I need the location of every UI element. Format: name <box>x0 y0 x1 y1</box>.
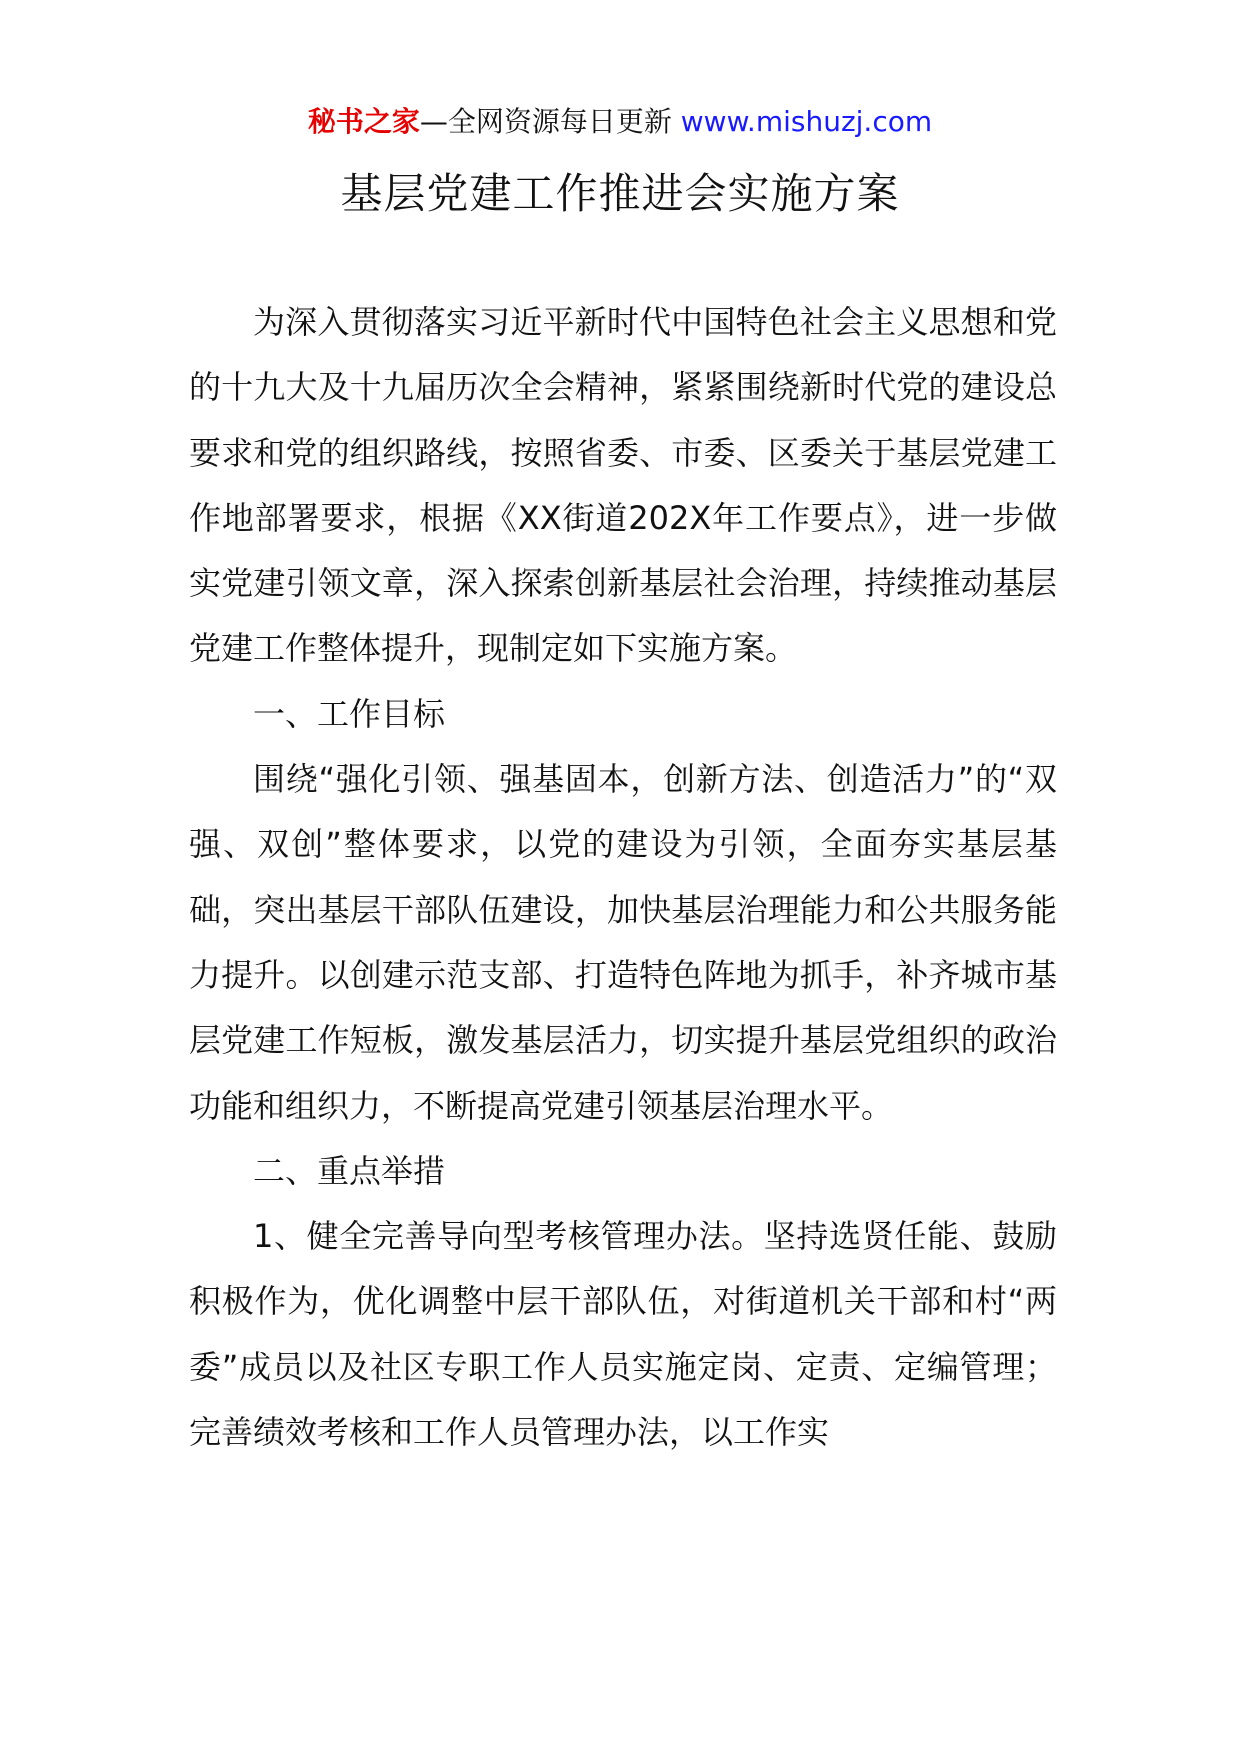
measure-1-paragraph: 1、健全完善导向型考核管理办法。坚持选贤任能、鼓励积极作为，优化调整中层干部队伍，对街道机关干部和村“两委”成员以及社区专职工作人员实施定岗、定责、定编管理；完善绩效考核和工作人员管理办法，以工作实 <box>189 1217 1057 1452</box>
header-tagline: —全网资源每日更新 <box>419 105 681 138</box>
section-heading-goals: 一、工作目标 <box>253 694 446 733</box>
goals-paragraph: 围绕“强化引领、强基固本，创新方法、创造活力”的“双强、双创”整体要求，以党的建设为引领，全面夯实基层基础，突出基层干部队伍建设，加快基层治理能力和公共服务能力提升。以创建示范支部、打造特色阵地为抓手，补齐城市基层党建工作短板，激发基层活力，切实提升基层党组织的政治功能和组织力，不断提高党建引领基层治理水平。 <box>189 760 1057 1125</box>
document-title: 基层党建工作推进会实施方案 <box>340 169 900 218</box>
section-heading-measures: 二、重点举措 <box>253 1151 446 1190</box>
intro-paragraph: 为深入贯彻落实习近平新时代中国特色社会主义思想和党的十九大及十九届历次全会精神，紧紧围绕新时代党的建设总要求和党的组织路线，按照省委、市委、区委关于基层党建工作地部署要求，根据《XX街道202X年工作要点》，进一步做实党建引领文章，深入探索创新基层社会治理，持续推动基层党建工作整体提升，现制定如下实施方案。 <box>189 303 1057 668</box>
watermark-header <box>0 102 1240 142</box>
site-url-link[interactable]: www.mishuzj.com <box>680 105 933 138</box>
brand-name: 秘书之家 <box>307 105 420 138</box>
document-body <box>189 290 1057 1465</box>
